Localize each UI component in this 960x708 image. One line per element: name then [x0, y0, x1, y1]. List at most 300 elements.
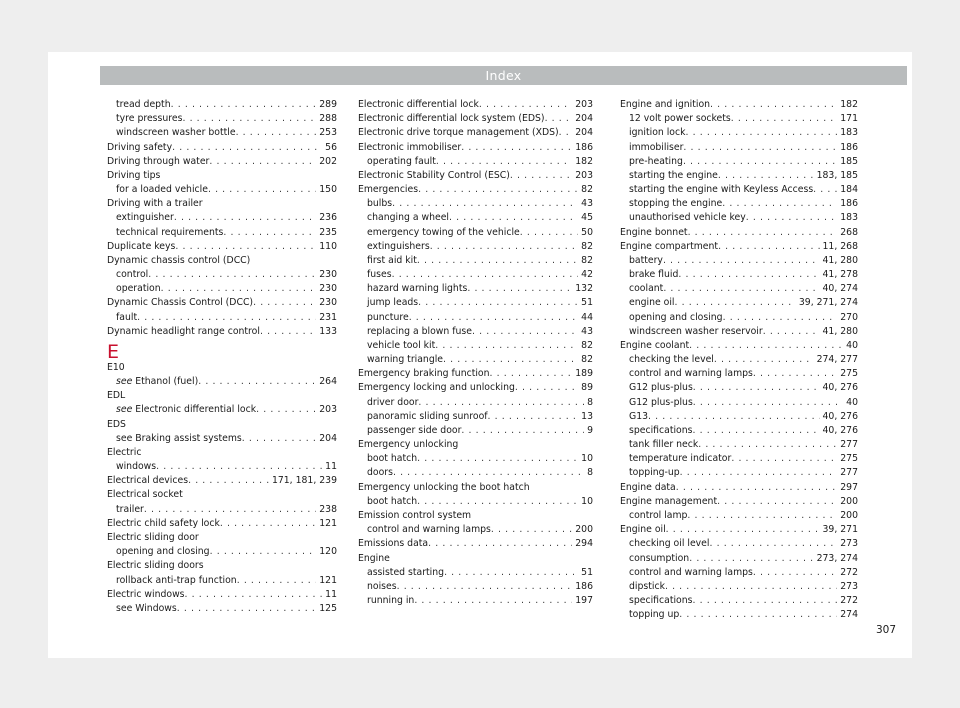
page-reference[interactable]: 8: [587, 396, 593, 408]
index-entry: [358, 98, 593, 112]
dot-leader: [675, 296, 796, 310]
index-entry: [620, 226, 858, 240]
entry-term: topping-up: [629, 467, 680, 479]
dot-leader: [256, 403, 316, 417]
page-reference[interactable]: 51: [581, 297, 593, 309]
entry-term: [116, 403, 256, 417]
page-reference[interactable]: 39, 271, 274: [798, 297, 858, 309]
entry-term: Emergencies: [358, 184, 419, 196]
entry-term: Driving with a trailer: [107, 198, 203, 210]
index-subentry: [620, 466, 858, 480]
index-entry: [620, 481, 858, 495]
index-entry: [620, 523, 858, 537]
dot-leader: [418, 296, 578, 310]
page-reference[interactable]: 273, 274: [816, 552, 858, 564]
dot-leader: [698, 438, 837, 452]
page-reference[interactable]: 273: [840, 538, 858, 550]
entry-term: Engine management: [620, 495, 718, 507]
page-reference[interactable]: 183: [840, 212, 858, 224]
dot-leader: [188, 474, 269, 488]
dot-leader: [171, 98, 317, 112]
entry-term: E10: [107, 361, 125, 373]
page-reference[interactable]: 41, 280: [822, 254, 858, 266]
index-subentry: [620, 537, 858, 551]
dot-leader: [678, 268, 819, 282]
page-reference[interactable]: 45: [581, 212, 593, 224]
entry-term: control lamp: [629, 509, 688, 521]
dot-leader: [813, 183, 837, 197]
index-subentry: [107, 268, 337, 282]
page-header: Index: [100, 66, 907, 85]
dot-leader: [710, 98, 837, 112]
dot-leader: [210, 545, 317, 559]
page-reference[interactable]: 41, 278: [822, 269, 858, 281]
index-subentry: [358, 410, 593, 424]
index-entry: [107, 588, 337, 602]
index-subentry: [107, 574, 337, 588]
dot-leader: [198, 375, 316, 389]
page-reference[interactable]: 182: [575, 155, 593, 167]
index-subentry: [358, 211, 593, 225]
page-reference[interactable]: 171, 181, 239: [271, 475, 337, 487]
page-reference[interactable]: 110: [319, 240, 337, 252]
index-subentry: [620, 169, 858, 183]
index-subentry: [358, 296, 593, 310]
index-subentry: [107, 226, 337, 240]
page-number: 307: [875, 624, 896, 636]
page-reference[interactable]: 41, 280: [822, 325, 858, 337]
entry-term: starting the engine: [629, 169, 718, 181]
index-subentry: [620, 197, 858, 211]
dot-leader: [709, 537, 837, 551]
page-reference[interactable]: 203: [575, 99, 593, 110]
entry-term: temperature indicator: [629, 453, 732, 465]
dot-leader: [676, 481, 837, 495]
page-reference[interactable]: 50: [581, 226, 593, 238]
see-reference: see: [116, 376, 133, 388]
dot-leader: [156, 460, 322, 474]
entry-term: control and warning lamps: [629, 368, 753, 380]
page-reference[interactable]: 204: [575, 127, 593, 139]
index-subentry: [620, 367, 858, 381]
page-reference[interactable]: 42: [581, 269, 593, 281]
index-entry: [358, 183, 593, 197]
page-reference[interactable]: 186: [840, 198, 858, 210]
page-reference[interactable]: 82: [581, 240, 593, 252]
entry-term: Electronic immobiliser: [358, 141, 462, 153]
page-reference[interactable]: 10: [581, 495, 593, 507]
page-reference[interactable]: 9: [587, 424, 593, 436]
dot-leader: [692, 594, 837, 608]
dot-leader: [435, 339, 578, 353]
page-reference[interactable]: 274, 277: [816, 354, 858, 366]
entry-term: Electronic Stability Control (ESC): [358, 169, 510, 181]
dot-leader: [648, 410, 819, 424]
entry-term: extinguishers: [367, 240, 430, 252]
dot-leader: [137, 311, 316, 325]
dot-leader: [731, 112, 837, 126]
page-reference[interactable]: 230: [319, 297, 337, 309]
page-reference[interactable]: 203: [319, 404, 337, 416]
dot-leader: [753, 367, 837, 381]
index-subentry: [620, 381, 858, 395]
page-reference[interactable]: 200: [575, 524, 593, 536]
dot-leader: [418, 183, 578, 197]
dot-leader: [430, 240, 578, 254]
entry-term: consumption: [629, 552, 690, 564]
entry-term: Duplicate keys: [107, 240, 176, 252]
entry-term: Emergency unlocking the boot hatch: [358, 481, 530, 493]
entry-term: checking oil level: [629, 538, 710, 550]
dot-leader: [449, 211, 578, 225]
entry-term: starting the engine with Keyless Access: [629, 184, 814, 196]
dot-leader: [491, 523, 572, 537]
index-entry: [107, 141, 337, 155]
page-reference[interactable]: 186: [575, 580, 593, 592]
page-reference[interactable]: 184: [840, 184, 858, 196]
dot-leader: [417, 495, 578, 509]
page-reference[interactable]: 121: [319, 574, 337, 586]
index-subentry: [620, 438, 858, 452]
index-subentry: [358, 226, 593, 240]
page-reference[interactable]: 183, 185: [816, 169, 858, 181]
page-reference[interactable]: 40, 274: [822, 283, 858, 295]
entry-term: bulbs: [367, 198, 393, 210]
page-reference[interactable]: 120: [319, 546, 337, 558]
index-entry: [107, 389, 337, 403]
dot-leader: [680, 466, 838, 480]
dot-leader: [689, 552, 813, 566]
dot-leader: [687, 509, 837, 523]
entry-term: Electric sliding door: [107, 531, 199, 543]
page-reference[interactable]: 185: [840, 155, 858, 167]
dot-leader: [253, 296, 316, 310]
dot-leader: [663, 282, 819, 296]
index-entry: [107, 488, 337, 502]
entry-term: windows: [116, 461, 157, 473]
page-reference[interactable]: 171: [840, 113, 858, 125]
entry-term: opening and closing: [629, 311, 723, 323]
page-reference[interactable]: 82: [581, 339, 593, 351]
dot-leader: [148, 268, 316, 282]
dot-leader: [686, 126, 838, 140]
entry-term: topping up: [629, 609, 680, 621]
page-reference[interactable]: 204: [575, 113, 593, 125]
index-subentry: [620, 311, 858, 325]
page-reference[interactable]: 150: [319, 184, 337, 196]
dot-leader: [209, 155, 316, 169]
entry-term: changing a wheel: [367, 212, 449, 224]
page-reference[interactable]: 183: [840, 127, 858, 139]
dot-leader: [208, 183, 316, 197]
entry-term: dipstick: [629, 580, 665, 592]
index-entry: [107, 531, 337, 545]
page-reference[interactable]: 39, 271: [822, 524, 858, 536]
dot-leader: [488, 410, 579, 424]
entry-term: Electric child safety lock: [107, 517, 220, 529]
entry-term: doors: [367, 467, 393, 479]
page-reference[interactable]: 294: [575, 538, 593, 550]
entry-term: assisted starting: [367, 566, 445, 578]
page-reference[interactable]: 10: [581, 453, 593, 465]
page-reference[interactable]: 231: [319, 311, 337, 323]
page-reference[interactable]: 268: [840, 226, 858, 238]
page-reference[interactable]: 82: [581, 354, 593, 366]
index-subentry: [358, 396, 593, 410]
entry-term: Engine oil: [620, 524, 666, 536]
page-reference[interactable]: 40, 276: [822, 410, 858, 422]
page-reference[interactable]: 203: [575, 169, 593, 181]
index-subentry: [107, 403, 337, 417]
page-reference[interactable]: 277: [840, 439, 858, 451]
entry-term: Engine bonnet: [620, 226, 688, 238]
entry-term: Electric sliding doors: [107, 560, 204, 572]
index-column-1: [107, 98, 337, 616]
page-reference[interactable]: 289: [319, 99, 337, 110]
entry-term: passenger side door: [367, 424, 462, 436]
entry-term: specifications: [629, 424, 693, 436]
entry-term-text: Ethanol (fuel): [135, 376, 199, 388]
entry-term: stopping the engine: [629, 198, 723, 210]
index-entry: [107, 240, 337, 254]
index-subentry: [620, 155, 858, 169]
dot-leader: [746, 211, 837, 225]
dot-leader: [693, 381, 820, 395]
index-subentry: [107, 282, 337, 296]
entry-term: windscreen washer bottle: [116, 127, 236, 139]
dot-leader: [417, 254, 578, 268]
index-subentry: [620, 608, 858, 622]
index-entry: [358, 381, 593, 395]
index-subentry: [620, 552, 858, 566]
page-reference[interactable]: 277: [840, 467, 858, 479]
entry-term: tread depth: [116, 99, 171, 110]
index-entry: [107, 361, 337, 375]
index-subentry: [620, 126, 858, 140]
dot-leader: [161, 282, 317, 296]
entry-term: 12 volt power sockets: [629, 113, 731, 125]
index-column-3: [620, 98, 858, 622]
dot-leader: [718, 240, 819, 254]
page-reference[interactable]: 186: [840, 141, 858, 153]
index-subentry: [358, 339, 593, 353]
entry-term: Engine and ignition: [620, 99, 711, 110]
index-subentry: [358, 240, 593, 254]
dot-leader: [172, 141, 322, 155]
page-reference[interactable]: 11: [325, 461, 337, 473]
page-reference[interactable]: 272: [840, 566, 858, 578]
entry-term: EDS: [107, 418, 126, 430]
page-reference[interactable]: 13: [581, 410, 593, 422]
entry-term: driver door: [367, 396, 419, 408]
dot-leader: [461, 141, 572, 155]
entry-term: warning triangle: [367, 354, 444, 366]
dot-leader: [679, 608, 837, 622]
index-entry: [620, 495, 858, 509]
entry-term: Electronic differential lock: [358, 99, 479, 110]
dot-leader: [185, 588, 323, 602]
page-reference[interactable]: 11, 268: [822, 240, 858, 252]
index-subentry: [620, 396, 858, 410]
index-subentry: [107, 375, 337, 389]
index-subentry: [620, 296, 858, 310]
entry-term: Emergency braking function: [358, 368, 490, 380]
dot-leader: [436, 155, 572, 169]
index-subentry: [620, 282, 858, 296]
page-reference[interactable]: 235: [319, 226, 337, 238]
index-subentry: [358, 566, 593, 580]
page-reference[interactable]: 272: [840, 595, 858, 607]
index-subentry: [358, 155, 593, 169]
index-entry: [107, 418, 337, 432]
entry-term: vehicle tool kit: [367, 339, 436, 351]
entry-term: rollback anti-trap function: [116, 574, 237, 586]
page-reference[interactable]: 297: [840, 481, 858, 493]
entry-term: boot hatch: [367, 495, 418, 507]
entry-term: [116, 375, 198, 389]
index-entry: [358, 169, 593, 183]
index-subentry: [358, 197, 593, 211]
dot-leader: [665, 580, 837, 594]
page-reference[interactable]: 264: [319, 376, 337, 388]
entry-term: technical requirements: [116, 226, 224, 238]
entry-term: Engine: [358, 552, 390, 564]
dot-leader: [510, 169, 572, 183]
page-reference[interactable]: 197: [575, 595, 593, 607]
dot-leader: [714, 353, 814, 367]
index-entry: [358, 141, 593, 155]
entry-term: jump leads: [367, 297, 419, 309]
dot-leader: [718, 169, 814, 183]
page-reference[interactable]: 182: [840, 99, 858, 110]
index-subentry: [358, 452, 593, 466]
index-page: [48, 52, 912, 658]
page-reference[interactable]: 189: [575, 368, 593, 380]
page-reference[interactable]: 40: [846, 339, 858, 351]
index-subentry: [358, 325, 593, 339]
entry-term: Engine coolant: [620, 339, 690, 351]
dot-leader: [242, 432, 317, 446]
index-subentry: [107, 126, 337, 140]
dot-leader: [417, 452, 578, 466]
page-reference[interactable]: 200: [840, 495, 858, 507]
page-reference[interactable]: 43: [581, 325, 593, 337]
dot-leader: [692, 424, 819, 438]
dot-leader: [260, 325, 316, 339]
dot-leader: [414, 594, 572, 608]
index-subentry: [620, 580, 858, 594]
page-reference[interactable]: 270: [840, 311, 858, 323]
page-reference[interactable]: 40: [846, 396, 858, 408]
entry-term: Dynamic chassis control (DCC): [107, 254, 251, 266]
index-entry: [358, 537, 593, 551]
page-reference[interactable]: 44: [581, 311, 593, 323]
entry-term: specifications: [629, 595, 693, 607]
page-reference[interactable]: 200: [840, 509, 858, 521]
page-reference[interactable]: 8: [587, 467, 593, 479]
page-reference[interactable]: 82: [581, 184, 593, 196]
page-reference[interactable]: 230: [319, 269, 337, 281]
page-reference[interactable]: 186: [575, 141, 593, 153]
entry-term: Electrical devices: [107, 475, 189, 487]
page-reference[interactable]: 43: [581, 198, 593, 210]
entry-term: Engine compartment: [620, 240, 719, 252]
entry-term: Emissions data: [358, 538, 429, 550]
page-reference[interactable]: 89: [581, 382, 593, 394]
index-subentry: [620, 353, 858, 367]
dot-leader: [409, 311, 578, 325]
index-entry: [107, 155, 337, 169]
index-entry: [358, 481, 593, 495]
page-reference[interactable]: 202: [319, 155, 337, 167]
page-reference[interactable]: 274: [840, 609, 858, 621]
entry-term: Emergency unlocking: [358, 439, 459, 451]
entry-term: Electric windows: [107, 588, 185, 600]
index-subentry: [620, 410, 858, 424]
entry-term: replacing a blown fuse: [367, 325, 472, 337]
dot-leader: [753, 566, 837, 580]
entry-term: trailer: [116, 503, 144, 515]
page-reference[interactable]: 11: [325, 588, 337, 600]
dot-leader: [182, 112, 316, 126]
dot-leader: [683, 155, 837, 169]
page-reference[interactable]: 204: [319, 432, 337, 444]
dot-leader: [545, 112, 573, 126]
entry-term: G13: [629, 410, 649, 422]
page-reference[interactable]: 275: [840, 368, 858, 380]
page-reference[interactable]: 238: [319, 503, 337, 515]
index-subentry: [107, 112, 337, 126]
entry-term: checking the level: [629, 354, 714, 366]
page-reference[interactable]: 236: [319, 212, 337, 224]
page-reference[interactable]: 40, 276: [822, 424, 858, 436]
entry-term-text: Electronic differential lock: [135, 404, 257, 416]
page-reference[interactable]: 40, 276: [822, 382, 858, 394]
page-reference[interactable]: 253: [319, 127, 337, 139]
page-reference[interactable]: 133: [319, 325, 337, 337]
page-reference[interactable]: 132: [575, 283, 593, 295]
page-reference[interactable]: 125: [319, 602, 337, 614]
index-subentry: [107, 460, 337, 474]
page-reference[interactable]: 51: [581, 566, 593, 578]
entry-term: operation: [116, 283, 161, 295]
index-entry: [358, 126, 593, 140]
dot-leader: [693, 396, 843, 410]
index-subentry: [107, 98, 337, 112]
dot-leader: [392, 197, 578, 211]
page-reference[interactable]: 288: [319, 113, 337, 125]
dot-leader: [723, 311, 838, 325]
dot-leader: [397, 580, 573, 594]
entry-term: brake fluid: [629, 269, 679, 281]
entry-term: Dynamic Chassis Control (DCC): [107, 297, 254, 309]
page-reference[interactable]: 230: [319, 283, 337, 295]
dot-leader: [174, 211, 316, 225]
dot-leader: [520, 226, 578, 240]
page-reference[interactable]: 273: [840, 580, 858, 592]
index-subentry: [107, 432, 337, 446]
entry-term: Driving safety: [107, 141, 173, 153]
index-entry: [107, 296, 337, 310]
index-entry: [107, 197, 337, 211]
page-reference[interactable]: 121: [319, 517, 337, 529]
dot-leader: [418, 396, 584, 410]
index-subentry: [620, 211, 858, 225]
dot-leader: [717, 495, 837, 509]
page-reference[interactable]: 82: [581, 254, 593, 266]
page-reference[interactable]: 56: [325, 141, 337, 153]
page-reference[interactable]: 275: [840, 453, 858, 465]
